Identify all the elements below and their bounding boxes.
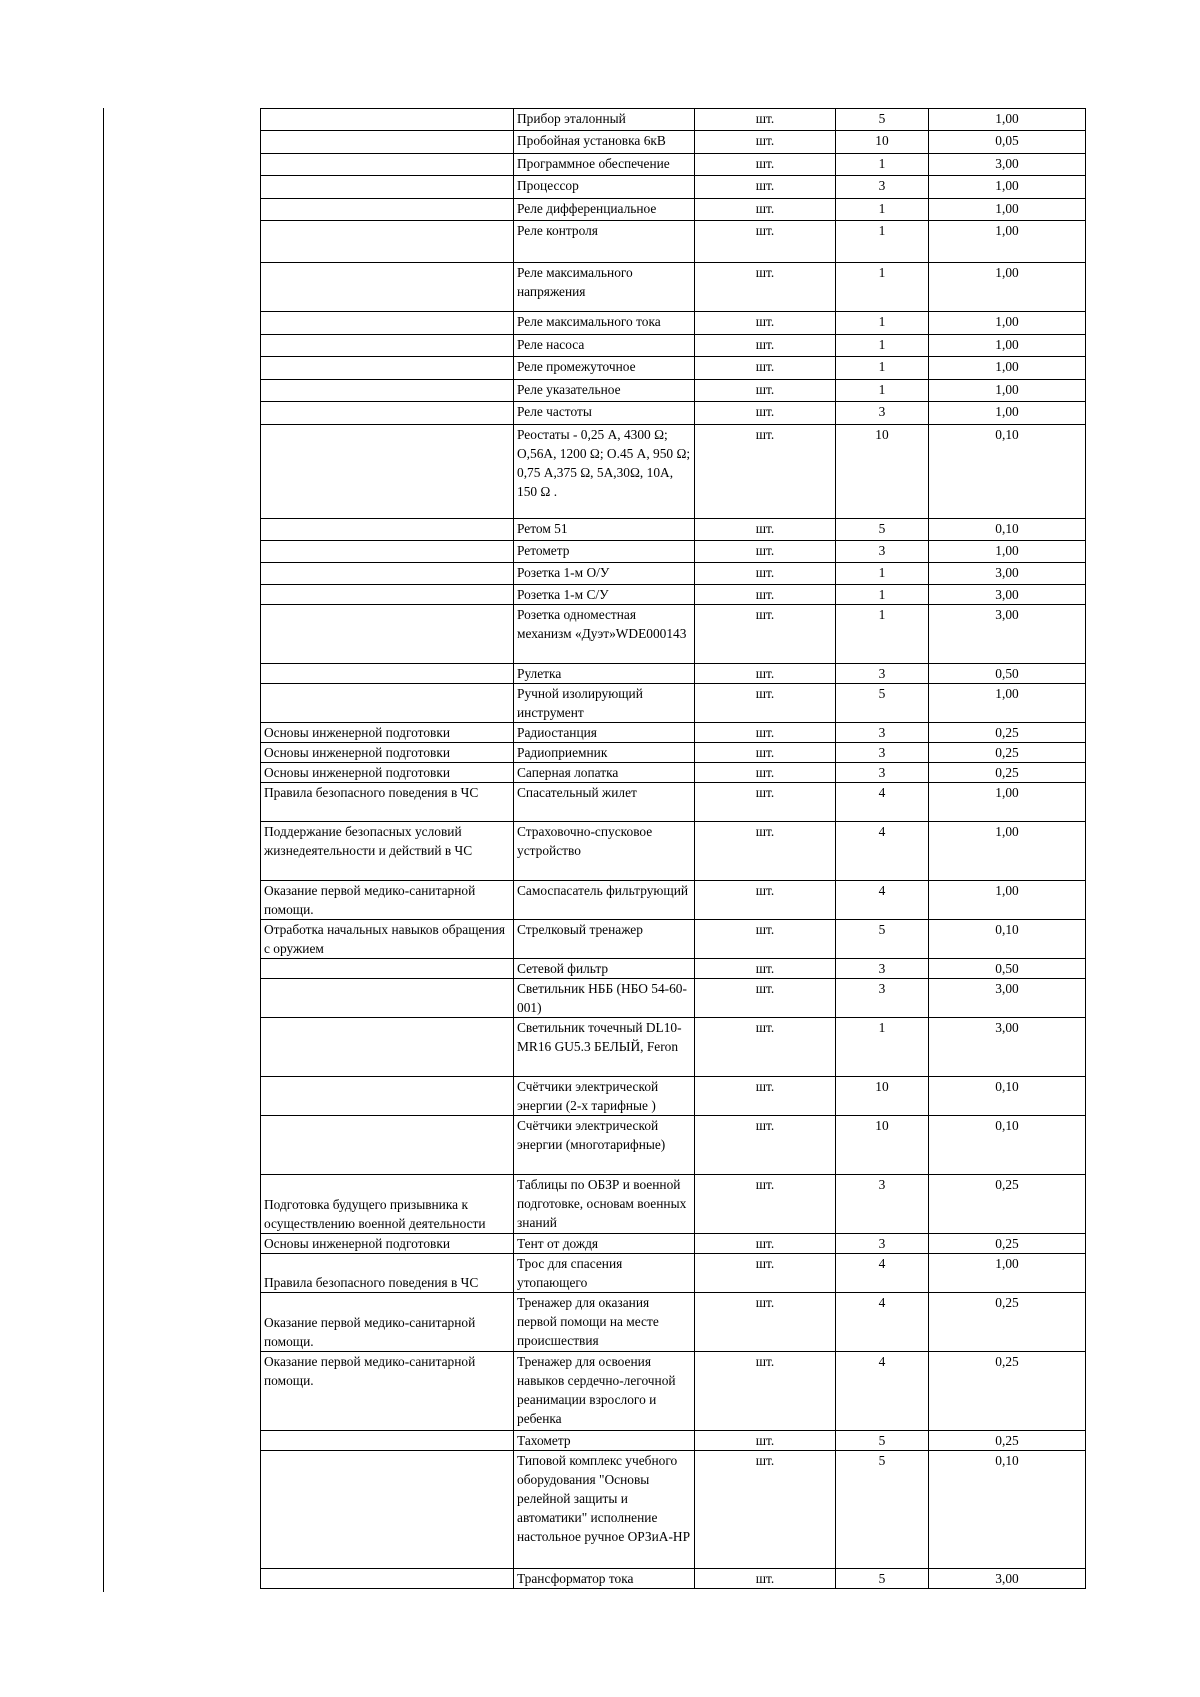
unit-cell: шт. xyxy=(695,920,836,959)
subject-cell xyxy=(261,199,514,221)
item-name-cell: Стрелковый тренажер xyxy=(514,920,695,959)
quantity-cell: 1 xyxy=(836,312,929,335)
subject-cell xyxy=(261,585,514,605)
unit-cell: шт. xyxy=(695,176,836,199)
subject-cell xyxy=(261,519,514,541)
subject-cell xyxy=(261,312,514,335)
table-row xyxy=(261,335,1086,357)
subject-cell xyxy=(261,605,514,664)
quantity-cell: 5 xyxy=(836,920,929,959)
table-row xyxy=(261,263,1086,312)
unit-cell: шт. xyxy=(695,664,836,684)
norm-cell: 0,10 xyxy=(929,920,1086,959)
table-row xyxy=(261,783,1086,822)
item-name-cell: Реостаты - 0,25 А, 4300 Ω; О,56А, 1200 Ω; О.45 А, 950 Ω; 0,75 А,375 Ω, 5А,30Ω, 10А, 150 Ω . xyxy=(514,425,695,519)
unit-cell: шт. xyxy=(695,109,836,131)
item-name-cell: Рулетка xyxy=(514,664,695,684)
table-row xyxy=(261,763,1086,783)
norm-cell: 0,10 xyxy=(929,519,1086,541)
item-name-cell: Тренажер для оказания первой помощи на месте происшествия xyxy=(514,1293,695,1352)
quantity-cell: 1 xyxy=(836,357,929,380)
unit-cell: шт. xyxy=(695,743,836,763)
table-row xyxy=(261,979,1086,1018)
table-row xyxy=(261,380,1086,402)
item-name-cell: Самоспасатель фильтрующий xyxy=(514,881,695,920)
subject-cell xyxy=(261,263,514,312)
quantity-cell: 4 xyxy=(836,783,929,822)
item-name-cell: Трос для спасения утопающего xyxy=(514,1254,695,1293)
norm-cell: 1,00 xyxy=(929,1254,1086,1293)
item-name-cell: Процессор xyxy=(514,176,695,199)
quantity-cell: 5 xyxy=(836,109,929,131)
subject-cell xyxy=(261,1018,514,1077)
subject-cell xyxy=(261,1116,514,1175)
subject-cell: Отработка начальных навыков обращения с оружием xyxy=(261,920,514,959)
table-row xyxy=(261,425,1086,519)
item-name-cell: Программное обеспечение xyxy=(514,154,695,176)
quantity-cell: 5 xyxy=(836,684,929,723)
quantity-cell: 3 xyxy=(836,541,929,563)
table-row xyxy=(261,312,1086,335)
table-row xyxy=(261,1569,1086,1589)
unit-cell: шт. xyxy=(695,402,836,425)
subject-cell xyxy=(261,154,514,176)
table-row xyxy=(261,1234,1086,1254)
quantity-cell: 5 xyxy=(836,1451,929,1569)
table-row xyxy=(261,585,1086,605)
norm-cell: 0,05 xyxy=(929,131,1086,154)
quantity-cell: 5 xyxy=(836,1569,929,1589)
unit-cell: шт. xyxy=(695,154,836,176)
quantity-cell: 10 xyxy=(836,131,929,154)
subject-cell xyxy=(261,1431,514,1451)
norm-cell: 1,00 xyxy=(929,541,1086,563)
quantity-cell: 3 xyxy=(836,664,929,684)
unit-cell: шт. xyxy=(695,1293,836,1352)
subject-cell xyxy=(261,357,514,380)
subject-cell xyxy=(261,402,514,425)
unit-cell: шт. xyxy=(695,357,836,380)
unit-cell: шт. xyxy=(695,783,836,822)
unit-cell: шт. xyxy=(695,335,836,357)
unit-cell: шт. xyxy=(695,822,836,881)
item-name-cell: Реле максимального тока xyxy=(514,312,695,335)
table-row xyxy=(261,920,1086,959)
subject-cell: Основы инженерной подготовки xyxy=(261,1234,514,1254)
item-name-cell: Реле контроля xyxy=(514,221,695,263)
unit-cell: шт. xyxy=(695,684,836,723)
quantity-cell: 1 xyxy=(836,263,929,312)
quantity-cell: 1 xyxy=(836,335,929,357)
item-name-cell: Спасательный жилет xyxy=(514,783,695,822)
table-row xyxy=(261,1018,1086,1077)
item-name-cell: Радиостанция xyxy=(514,723,695,743)
quantity-cell: 5 xyxy=(836,519,929,541)
quantity-cell: 3 xyxy=(836,402,929,425)
norm-cell: 1,00 xyxy=(929,357,1086,380)
norm-cell: 0,50 xyxy=(929,959,1086,979)
norm-cell: 3,00 xyxy=(929,563,1086,585)
subject-cell: Правила безопасного поведения в ЧС xyxy=(261,1254,514,1293)
quantity-cell: 1 xyxy=(836,585,929,605)
unit-cell: шт. xyxy=(695,1431,836,1451)
subject-cell xyxy=(261,541,514,563)
left-margin-rule xyxy=(103,108,104,1592)
quantity-cell: 3 xyxy=(836,1234,929,1254)
table-row xyxy=(261,822,1086,881)
unit-cell: шт. xyxy=(695,723,836,743)
unit-cell: шт. xyxy=(695,605,836,664)
subject-cell: Основы инженерной подготовки xyxy=(261,763,514,783)
norm-cell: 0,25 xyxy=(929,1293,1086,1352)
table-row xyxy=(261,959,1086,979)
item-name-cell: Счётчики электрической энергии (многотарифные) xyxy=(514,1116,695,1175)
subject-cell xyxy=(261,563,514,585)
subject-cell: Оказание первой медико-санитарной помощи. xyxy=(261,1293,514,1352)
quantity-cell: 1 xyxy=(836,380,929,402)
norm-cell: 0,25 xyxy=(929,723,1086,743)
item-name-cell: Радиоприемник xyxy=(514,743,695,763)
subject-cell xyxy=(261,109,514,131)
item-name-cell: Реле дифференциальное xyxy=(514,199,695,221)
item-name-cell: Таблицы по ОБЗР и военной подготовке, основам военных знаний xyxy=(514,1175,695,1234)
item-name-cell: Светильник НББ (НБО 54-60-001) xyxy=(514,979,695,1018)
item-name-cell: Реле частоты xyxy=(514,402,695,425)
unit-cell: шт. xyxy=(695,1254,836,1293)
table-row xyxy=(261,1293,1086,1352)
table-row xyxy=(261,199,1086,221)
norm-cell: 1,00 xyxy=(929,684,1086,723)
table-row xyxy=(261,1352,1086,1431)
subject-cell xyxy=(261,335,514,357)
item-name-cell: Светильник точечный DL10-MR16 GU5.3 БЕЛЫЙ, Feron xyxy=(514,1018,695,1077)
item-name-cell: Ретом 51 xyxy=(514,519,695,541)
norm-cell: 0,50 xyxy=(929,664,1086,684)
unit-cell: шт. xyxy=(695,763,836,783)
subject-cell: Поддержание безопасных условий жизнедеятельности и действий в ЧС xyxy=(261,822,514,881)
item-name-cell: Сетевой фильтр xyxy=(514,959,695,979)
unit-cell: шт. xyxy=(695,380,836,402)
quantity-cell: 3 xyxy=(836,176,929,199)
table-row xyxy=(261,131,1086,154)
unit-cell: шт. xyxy=(695,263,836,312)
item-name-cell: Страховочно-спусковое устройство xyxy=(514,822,695,881)
norm-cell: 0,10 xyxy=(929,1116,1086,1175)
norm-cell: 1,00 xyxy=(929,221,1086,263)
norm-cell: 1,00 xyxy=(929,176,1086,199)
norm-cell: 0,25 xyxy=(929,1234,1086,1254)
norm-cell: 0,25 xyxy=(929,743,1086,763)
item-name-cell: Тренажер для освоения навыков сердечно-легочной реанимации взрослого и ребенка xyxy=(514,1352,695,1431)
item-name-cell: Тент от дождя xyxy=(514,1234,695,1254)
norm-cell: 0,25 xyxy=(929,1352,1086,1431)
unit-cell: шт. xyxy=(695,312,836,335)
norm-cell: 1,00 xyxy=(929,822,1086,881)
norm-cell: 1,00 xyxy=(929,380,1086,402)
unit-cell: шт. xyxy=(695,199,836,221)
subject-cell xyxy=(261,1569,514,1589)
subject-cell xyxy=(261,959,514,979)
unit-cell: шт. xyxy=(695,1175,836,1234)
subject-cell xyxy=(261,1077,514,1116)
norm-cell: 0,10 xyxy=(929,1077,1086,1116)
norm-cell: 1,00 xyxy=(929,881,1086,920)
subject-cell: Оказание первой медико-санитарной помощи. xyxy=(261,881,514,920)
table-row xyxy=(261,1116,1086,1175)
norm-cell: 3,00 xyxy=(929,585,1086,605)
norm-cell: 3,00 xyxy=(929,979,1086,1018)
norm-cell: 0,25 xyxy=(929,763,1086,783)
unit-cell: шт. xyxy=(695,1077,836,1116)
item-name-cell: Реле указательное xyxy=(514,380,695,402)
equipment-table xyxy=(260,108,1086,1589)
norm-cell: 0,10 xyxy=(929,1451,1086,1569)
equipment-table-body xyxy=(261,109,1086,1589)
quantity-cell: 10 xyxy=(836,1116,929,1175)
quantity-cell: 10 xyxy=(836,1077,929,1116)
item-name-cell: Розетка 1-м О/У xyxy=(514,563,695,585)
item-name-cell: Реле максимального напряжения xyxy=(514,263,695,312)
table-row xyxy=(261,1254,1086,1293)
unit-cell: шт. xyxy=(695,1352,836,1431)
quantity-cell: 4 xyxy=(836,881,929,920)
table-row xyxy=(261,176,1086,199)
quantity-cell: 4 xyxy=(836,1293,929,1352)
item-name-cell: Счётчики электрической энергии (2-х тарифные ) xyxy=(514,1077,695,1116)
norm-cell: 1,00 xyxy=(929,335,1086,357)
table-row xyxy=(261,357,1086,380)
item-name-cell: Типовой комплекс учебного оборудования "Основы релейной защиты и автоматики" исполнение настольное ручное ОРЗиА-НР xyxy=(514,1451,695,1569)
unit-cell: шт. xyxy=(695,541,836,563)
quantity-cell: 4 xyxy=(836,1352,929,1431)
unit-cell: шт. xyxy=(695,1018,836,1077)
table-row xyxy=(261,154,1086,176)
table-row xyxy=(261,519,1086,541)
norm-cell: 3,00 xyxy=(929,1569,1086,1589)
table-row xyxy=(261,605,1086,664)
quantity-cell: 3 xyxy=(836,743,929,763)
item-name-cell: Ретометр xyxy=(514,541,695,563)
item-name-cell: Пробойная установка 6кВ xyxy=(514,131,695,154)
item-name-cell: Розетка одноместная механизм «Дуэт»WDE000143 xyxy=(514,605,695,664)
table-row xyxy=(261,541,1086,563)
norm-cell: 3,00 xyxy=(929,1018,1086,1077)
table-row xyxy=(261,1175,1086,1234)
norm-cell: 1,00 xyxy=(929,312,1086,335)
quantity-cell: 1 xyxy=(836,221,929,263)
unit-cell: шт. xyxy=(695,1234,836,1254)
item-name-cell: Трансформатор тока xyxy=(514,1569,695,1589)
quantity-cell: 3 xyxy=(836,979,929,1018)
unit-cell: шт. xyxy=(695,563,836,585)
unit-cell: шт. xyxy=(695,1451,836,1569)
norm-cell: 3,00 xyxy=(929,154,1086,176)
quantity-cell: 3 xyxy=(836,1175,929,1234)
quantity-cell: 4 xyxy=(836,822,929,881)
subject-cell: Правила безопасного поведения в ЧС xyxy=(261,783,514,822)
norm-cell: 1,00 xyxy=(929,199,1086,221)
norm-cell: 3,00 xyxy=(929,605,1086,664)
unit-cell: шт. xyxy=(695,1116,836,1175)
subject-cell xyxy=(261,176,514,199)
table-row xyxy=(261,402,1086,425)
subject-cell xyxy=(261,131,514,154)
quantity-cell: 1 xyxy=(836,1018,929,1077)
table-row xyxy=(261,664,1086,684)
table-row xyxy=(261,723,1086,743)
item-name-cell: Ручной изолирующий инструмент xyxy=(514,684,695,723)
item-name-cell: Прибор эталонный xyxy=(514,109,695,131)
table-row xyxy=(261,1451,1086,1569)
quantity-cell: 1 xyxy=(836,154,929,176)
norm-cell: 0,25 xyxy=(929,1431,1086,1451)
unit-cell: шт. xyxy=(695,221,836,263)
norm-cell: 0,10 xyxy=(929,425,1086,519)
quantity-cell: 10 xyxy=(836,425,929,519)
subject-cell: Оказание первой медико-санитарной помощи. xyxy=(261,1352,514,1431)
table-row xyxy=(261,221,1086,263)
quantity-cell: 1 xyxy=(836,563,929,585)
table-row xyxy=(261,881,1086,920)
norm-cell: 1,00 xyxy=(929,263,1086,312)
table-row xyxy=(261,743,1086,763)
quantity-cell: 4 xyxy=(836,1254,929,1293)
unit-cell: шт. xyxy=(695,131,836,154)
item-name-cell: Розетка 1-м С/У xyxy=(514,585,695,605)
quantity-cell: 1 xyxy=(836,199,929,221)
unit-cell: шт. xyxy=(695,425,836,519)
quantity-cell: 3 xyxy=(836,723,929,743)
subject-cell xyxy=(261,979,514,1018)
quantity-cell: 3 xyxy=(836,959,929,979)
subject-cell: Основы инженерной подготовки xyxy=(261,743,514,763)
table-row xyxy=(261,109,1086,131)
unit-cell: шт. xyxy=(695,881,836,920)
table-row xyxy=(261,684,1086,723)
table-row xyxy=(261,1077,1086,1116)
subject-cell: Основы инженерной подготовки xyxy=(261,723,514,743)
norm-cell: 1,00 xyxy=(929,783,1086,822)
quantity-cell: 1 xyxy=(836,605,929,664)
item-name-cell: Саперная лопатка xyxy=(514,763,695,783)
quantity-cell: 3 xyxy=(836,763,929,783)
table-row xyxy=(261,563,1086,585)
subject-cell xyxy=(261,684,514,723)
unit-cell: шт. xyxy=(695,1569,836,1589)
norm-cell: 0,25 xyxy=(929,1175,1086,1234)
subject-cell xyxy=(261,425,514,519)
item-name-cell: Тахометр xyxy=(514,1431,695,1451)
subject-cell xyxy=(261,380,514,402)
subject-cell: Подготовка будущего призывника к осуществлению военной деятельности xyxy=(261,1175,514,1234)
unit-cell: шт. xyxy=(695,519,836,541)
subject-cell xyxy=(261,1451,514,1569)
norm-cell: 1,00 xyxy=(929,402,1086,425)
subject-cell xyxy=(261,664,514,684)
unit-cell: шт. xyxy=(695,959,836,979)
subject-cell xyxy=(261,221,514,263)
unit-cell: шт. xyxy=(695,585,836,605)
norm-cell: 1,00 xyxy=(929,109,1086,131)
quantity-cell: 5 xyxy=(836,1431,929,1451)
item-name-cell: Реле насоса xyxy=(514,335,695,357)
table-row xyxy=(261,1431,1086,1451)
item-name-cell: Реле промежуточное xyxy=(514,357,695,380)
unit-cell: шт. xyxy=(695,979,836,1018)
